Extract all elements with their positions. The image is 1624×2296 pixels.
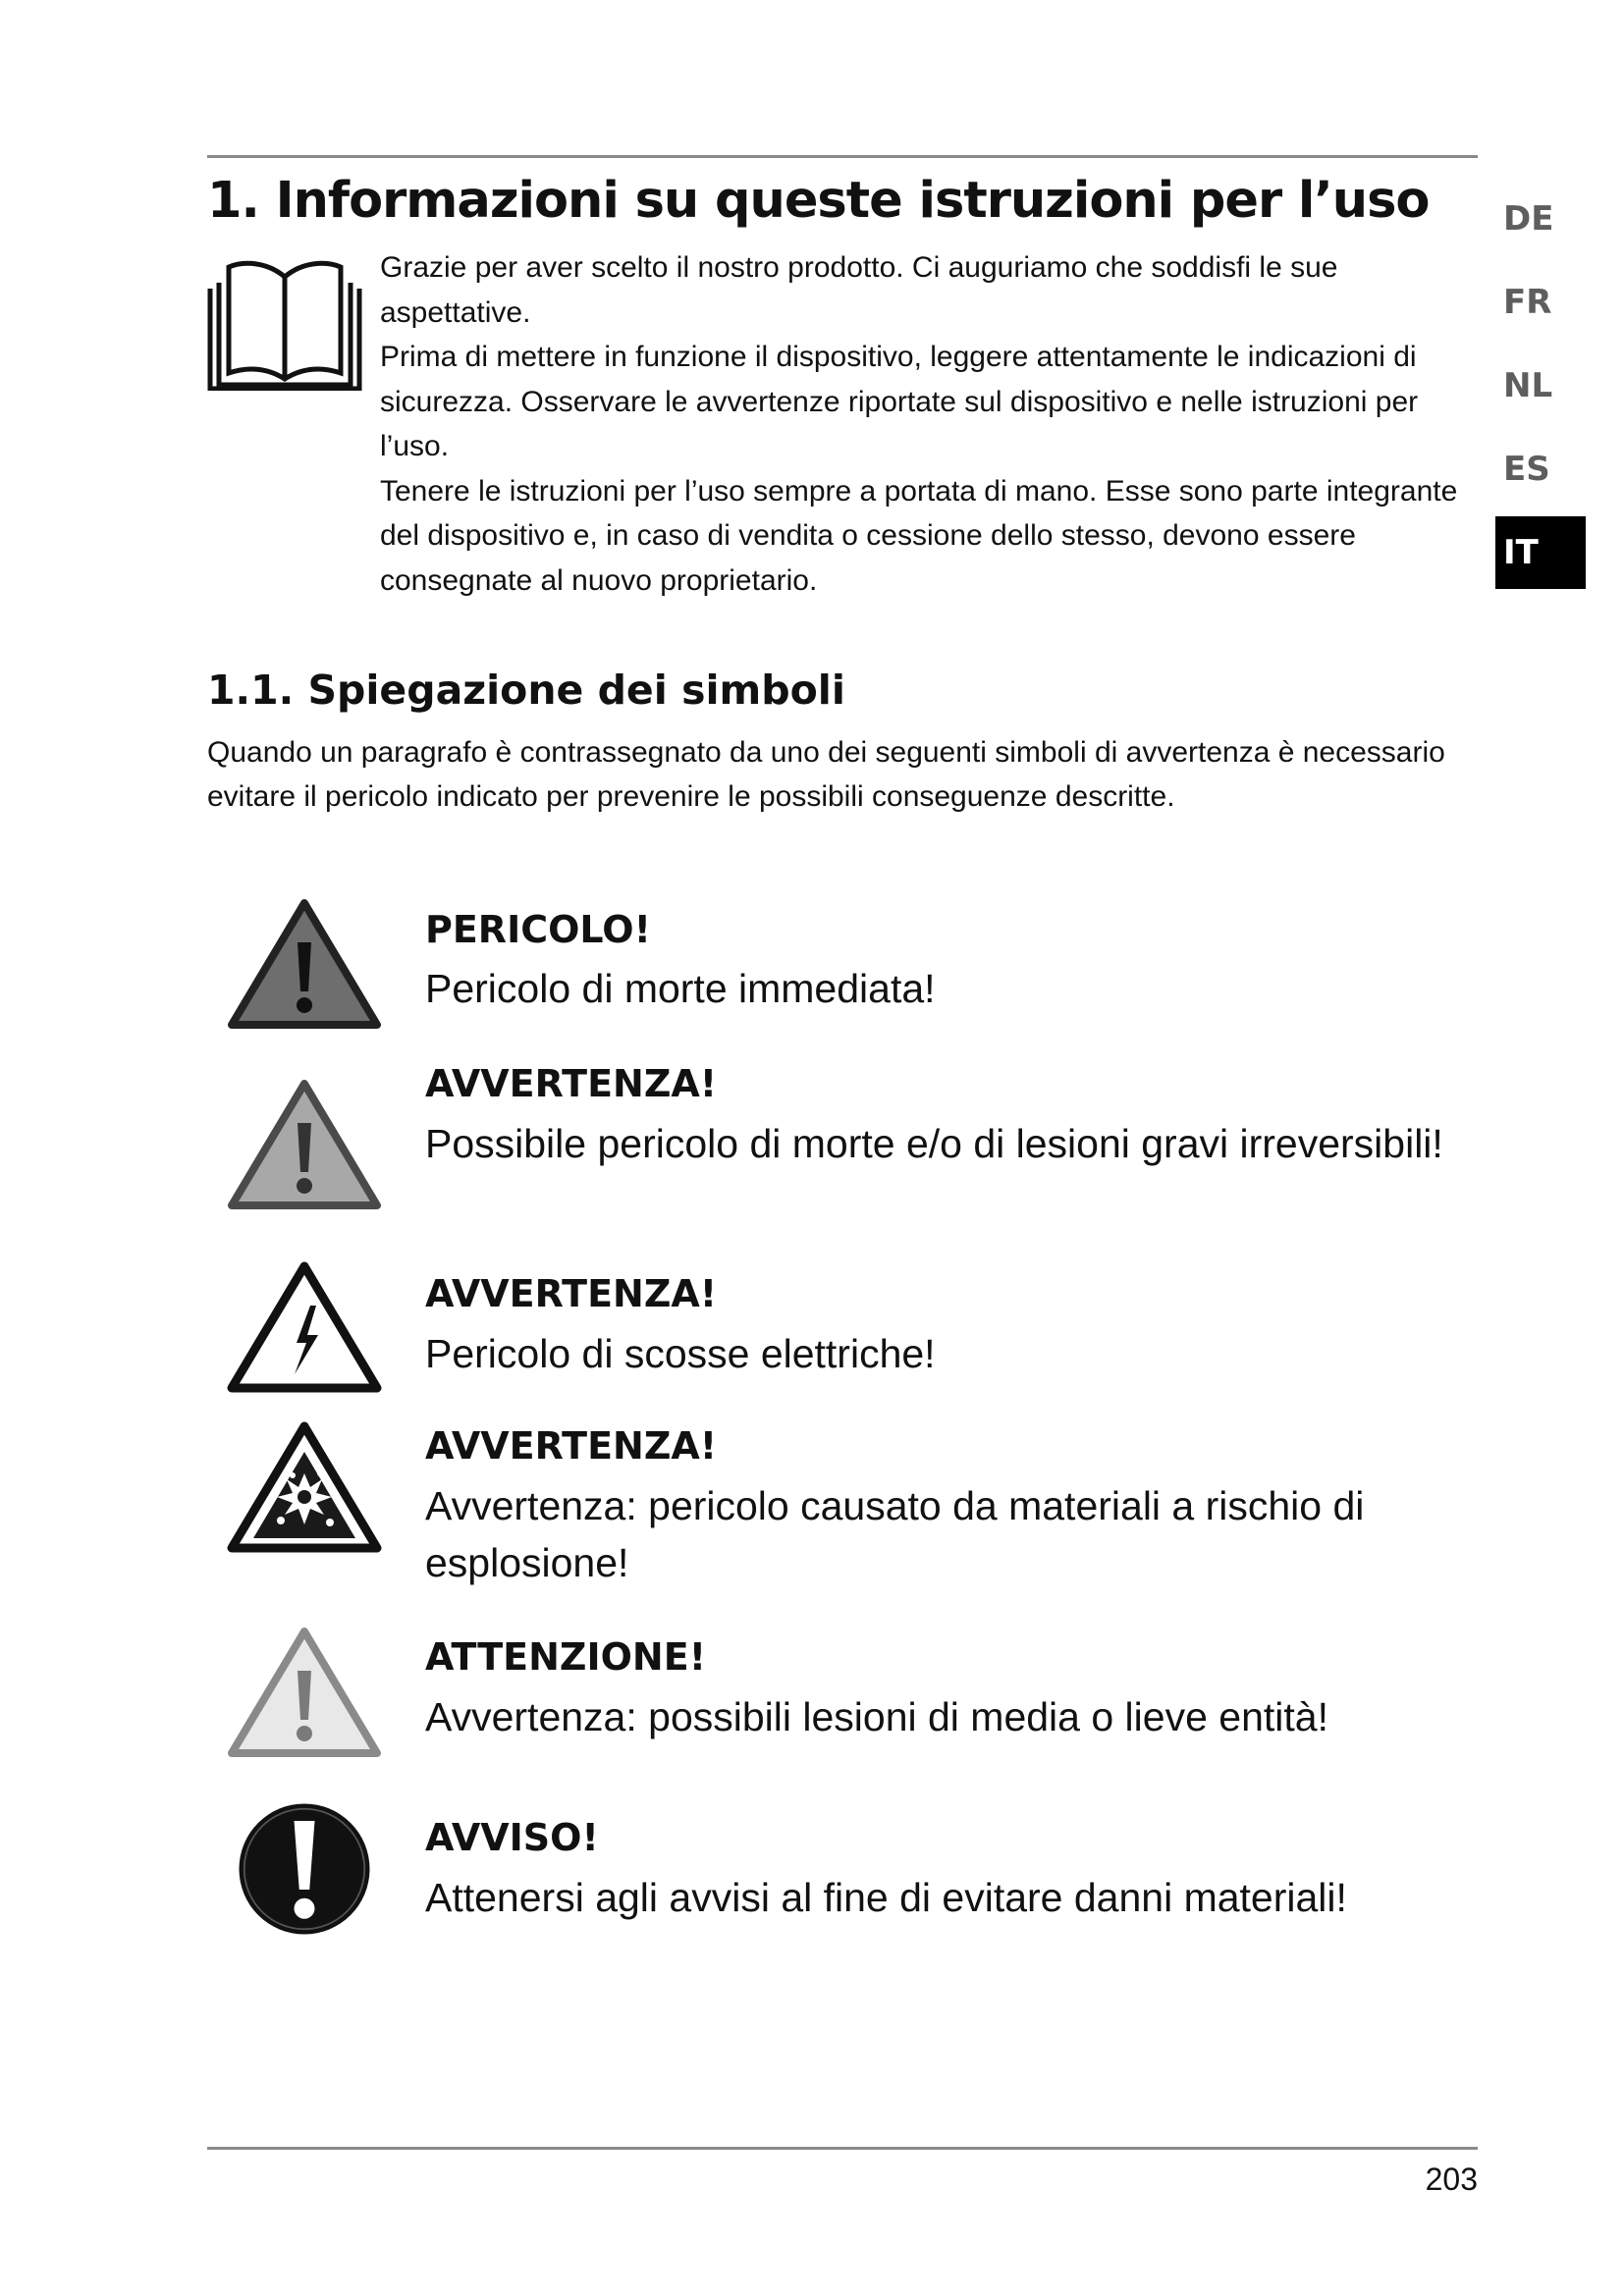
subsection-heading: 1.1. Spiegazione dei simboli (207, 667, 845, 714)
warning-triangle-icon (226, 1076, 383, 1213)
bottom-rule (207, 2147, 1478, 2150)
symbol-title: AVVISO! (425, 1816, 599, 1859)
symbol-text: Pericolo di scosse elettriche! (425, 1331, 936, 1376)
symbol-title: AVVERTENZA! (425, 1424, 718, 1468)
section-heading: 1. Informazioni su queste istruzioni per l’uso (207, 172, 1430, 230)
top-rule (207, 155, 1478, 158)
intro-text (380, 245, 1480, 603)
symbol-text: Attenersi agli avvisi al fine di evitare danni materiali! (425, 1875, 1347, 1920)
notice-circle-icon (226, 1800, 383, 1938)
page-number: 203 (1425, 2162, 1478, 2197)
symbols-explanation: Quando un paragrafo è contrassegnato da uno dei seguenti simboli di avvertenza è necessario evitare il pericolo indicato per prevenire le possibili conseguenze descritte. (207, 736, 1445, 813)
intro-paragraph-2: Prima di mettere in funzione il dispositivo, leggere attentamente le indicazioni di sicurezza. Osservare le avvertenze riportate sul dispositivo e nelle istruzioni per l’uso. (380, 341, 1419, 462)
intro-paragraph-1: Grazie per aver scelto il nostro prodotto. Ci auguriamo che soddisfi le sue aspettative. (380, 251, 1338, 329)
symbol-text: Avvertenza: pericolo causato da materiali a rischio di esplosione! (425, 1483, 1365, 1585)
explosion-icon (226, 1418, 383, 1556)
language-tab-it[interactable]: IT (1495, 516, 1586, 589)
symbol-title: PERICOLO! (425, 908, 651, 951)
symbol-title: ATTENZIONE! (425, 1635, 707, 1679)
symbol-text: Possibile pericolo di morte e/o di lesioni gravi irreversibili! (425, 1121, 1443, 1166)
language-tab-de[interactable]: DE (1503, 199, 1554, 239)
symbol-text: Pericolo di morte immediata! (425, 966, 936, 1011)
symbol-text: Avvertenza: possibili lesioni di media o lieve entità! (425, 1694, 1328, 1739)
symbol-title: AVVERTENZA! (425, 1272, 718, 1315)
symbol-title: AVVERTENZA! (425, 1062, 718, 1105)
intro-paragraph-3: Tenere le istruzioni per l’uso sempre a portata di mano. Esse sono parte integrante del dispositivo e, in caso di vendita o cessione dello stesso, devono essere consegnate al nuovo proprietario. (380, 474, 1458, 597)
book-icon (207, 257, 362, 391)
language-tab-es[interactable]: ES (1503, 450, 1550, 489)
language-tabs (1495, 183, 1586, 600)
language-tab-nl[interactable]: NL (1503, 366, 1553, 405)
language-tab-fr[interactable]: FR (1503, 283, 1552, 322)
electric-shock-icon (226, 1258, 383, 1396)
caution-triangle-icon (226, 1624, 383, 1761)
danger-triangle-icon (226, 895, 383, 1033)
